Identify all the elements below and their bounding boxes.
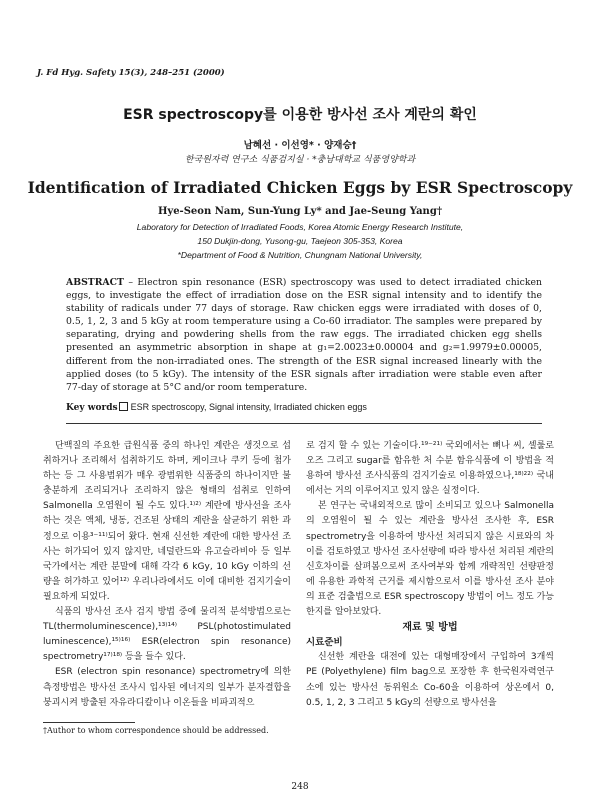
keywords-label: Key words [66,403,118,413]
header-divider [66,423,542,424]
intro-paragraph-4: 로 검지 할 수 있는 기술이다.¹⁹⁻²¹⁾ 국외에서는 뼈나 씨, 셀룰로오즈 그리고 sugar를 함유한 처 수분 함유식품에 이 방법을 적용하여 방사선 조사식품의 검지기술로 이용하였으나,¹⁸⁾²²⁾ 국내에서는 거의 이루어지고 있지 않은 실정이다. [306,441,554,497]
korean-title: ESR spectroscopy를 이용한 방사선 조사 계란의 확인 [123,107,477,123]
checkbox-icon [119,402,128,411]
methods-paragraph-1: 신선한 계란을 대전에 있는 대형매장에서 구입하여 3개씩 PE (Polyethylene) film bag으로 포장한 후 한국원자력연구소에 있는 방사선 동위원소 Co-60을 이용하여 상온에서 0, 0.5, 1, 2, 3 그리고 5 kGy의 선량으로 방사선을 [306,652,554,708]
journal-citation: J. Fd Hyg. Safety 15(3), 248–251 (2000) [37,68,225,78]
affiliation-line-2: 150 Dukjin-dong, Yusong-gu, Taejeon 305-353, Korea [197,236,403,246]
intro-paragraph-5: 본 연구는 국내외적으로 많이 소비되고 있으나 Salmonella의 오염원이 될 수 있는 계란을 방사선 조사한 후, ESR spectrometry을 이용하여 방사선 처리되지 않은 시료와의 차이를 검토하였고 방사선 조사선량에 따라 방사선 처리된 계란의 신호차이를 살펴봄으로써 조사여부와 함께 개략적인 선량판정에 유용한 과학적 근거를 제시함으로서 이를 방사선 조사 분야의 표준 검출법으로 ESR spectroscopy 방법이 어느 정도 가능한지를 알아보았다. [306,501,554,618]
left-column [43,439,291,711]
intro-paragraph-2: 식품의 방사선 조사 검지 방법 중에 물리적 분석방법으로는 TL(thermoluminescence),¹³⁾¹⁴⁾ PSL(photostimulated luminescence),¹⁵⁾¹⁶⁾ ESR(electron spin resonance) spectrometry¹⁷⁾¹⁸⁾ 등을 들수 있다. [43,607,291,663]
affiliation-line-3: *Department of Food & Nutrition, Chungnam National University, [177,250,423,260]
footnote-divider [43,722,135,723]
section-title-methods: 재료 및 방법 [402,622,458,634]
abstract-text: – Electron spin resonance (ESR) spectroscopy was used to detect irradiated chicken eggs, to investigate the effect of irradiation dose on the ESR signal intensity and to identify the stability of radicals under 77 days of storage. Raw chicken eggs were irradiated with doses of 0, 0.5, 1, 2, 3 and 5 kGy at room temperature using a Co-60 irradiator. The samples were prepared by separating, drying and powdering shells from the raw eggs. The irradiated chicken egg shells presented an asymmetric absorption in shape at g₁=2.0023±0.00004 and g₂=1.9979±0.00005, different from the non-irradiated ones. The strength of the ESR signal increased linearly with the applied doses (to 5 kGy). The intensity of the ESR signals after irradiation were stable even after 77-day of storage at 5°C and/or room temperature. [66,277,542,393]
intro-paragraph-3: ESR (electron spin resonance) spectrometry에 의한 측정방법은 방사선 조사시 입사된 에너지의 일부가 분자결합을 붕괴시켜 방출된 자유라디칼이나 이온들을 비파괴적으 [43,667,291,708]
subsection-title-sample-prep: 시료준비 [306,637,343,649]
korean-affiliation: 한국원자력 연구소 식품검지실 · *충남대학교 식품영양학과 [184,155,416,165]
english-authors: Hye-Seon Nam, Sun-Yung Ly* and Jae-Seung Yang† [157,206,443,217]
keywords-text: ESR spectroscopy, Signal intensity, Irradiated chicken eggs [130,402,367,412]
intro-paragraph-1: 단백질의 주요한 급원식품 중의 하나인 계란은 생것으로 섭취하거나 조리해서 섭취하기도 하며, 케이크나 쿠키 등에 첨가하는 등 그 사용범위가 매우 광범위한 식품중의 하나이지만 불충분하게 조리되거나 조리하지 않은 형태의 섭취로 인하여 Salmonella 오염원이 될 수도 있다.¹⁾²⁾ 계란에 방사선을 조사하는 것은 액체, 냉동, 건조된 상태의 계란을 살균하기 위한 과정으로 이용³⁻¹¹⁾되어 왔다. 현재 신선한 계란에 대한 방사선 조사는 허가되어 있지 않지만, 네덜란드와 유고슬라비아 등 일부국가에서는 계란 분말에 대해 각각 6 kGy, 10 kGy 이하의 선량을 허가하고 있어¹²⁾ 우리나라에서도 이에 대비한 검지기술이 필요하게 되었다. [43,441,291,602]
korean-authors: 남혜선 · 이선영* · 양재승† [243,140,357,151]
english-title: Identification of Irradiated Chicken Eggs by ESR Spectroscopy [27,178,573,197]
abstract [66,276,542,394]
right-column [306,439,554,711]
abstract-label: ABSTRACT [66,277,124,288]
footnote: †Author to whom correspondence should be addressed. [43,726,269,735]
page-number: 248 [291,782,309,792]
affiliation-line-1: Laboratory for Detection of Irradiated Foods, Korea Atomic Energy Research Institute, [136,222,464,232]
keywords [66,402,367,413]
